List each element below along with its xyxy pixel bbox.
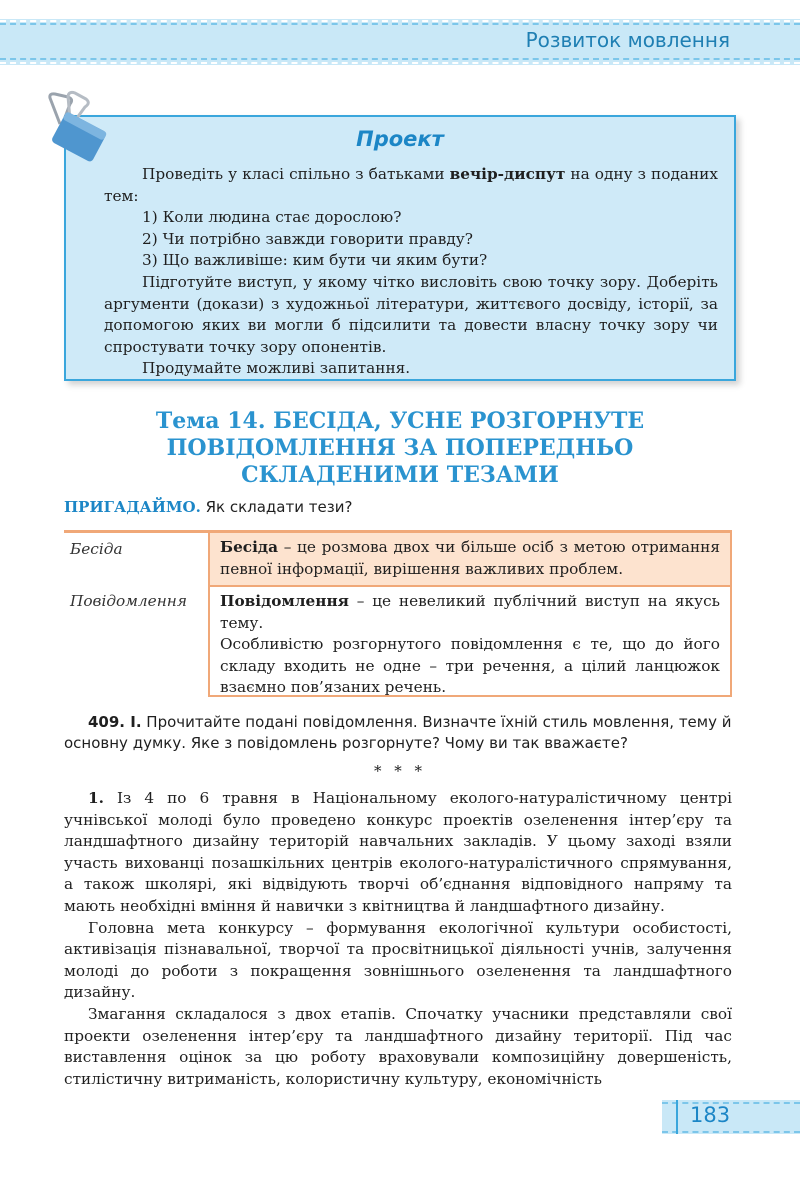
project-questions: Продумайте можливі запитання.	[142, 359, 411, 378]
definition-povidomlennia-text	[220, 591, 720, 634]
header-dash-top	[0, 23, 800, 25]
article-paragraph-1	[64, 788, 732, 918]
project-prepare: Підготуйте виступ, у якому чітко висловіть свою точку зору. Доберіть аргументи (докази) з художньої літератури, життєвого досвіду, історії, за допомогою яких ви могли б підсилити та довести власну точку зору чи спростувати точку зору опонентів.	[104, 272, 718, 356]
topic-line-3: СКЛАДЕНИМИ ТЕЗАМИ	[241, 462, 559, 488]
header-dash-bottom	[0, 58, 800, 60]
project-box	[64, 115, 736, 381]
article-text	[64, 788, 732, 1090]
page-number-bar	[676, 1100, 678, 1134]
definition-besida-bold: Бесіда	[220, 538, 279, 556]
term-povidomlennia: Повідомлення	[70, 592, 188, 610]
project-topic-2: 2) Чи потрібно завжди говорити правду?	[142, 229, 473, 248]
binder-clip-icon	[40, 90, 120, 170]
project-text	[104, 164, 718, 380]
page-number-band	[662, 1100, 800, 1134]
definition-besida-text	[220, 537, 720, 580]
project-intro-bold: вечір-диспут	[449, 165, 566, 183]
page-number-dash-bottom	[662, 1131, 800, 1133]
definition-povidomlennia-extra: Особливістю розгорнутого повідомлення є те, що до його складу входить не одне – три речення, а цілий ланцюжок взаємно пов’язаних речень.	[220, 635, 720, 696]
topic-line-2: ПОВІДОМЛЕННЯ ЗА ПОПЕРЕДНЬО	[166, 435, 634, 461]
definition-povidomlennia-bold: Повідомлення	[220, 592, 349, 610]
article-paragraph-3: Змагання складалося з двох етапів. Спочатку учасники представляли свої проекти озеленення інтер’єру та ландшафтного дизайну території. Під час виставлення оцінок за цю роботу враховували композиційну довершеність, стилістичну витриманість, колористичну культуру, економічність	[64, 1004, 732, 1088]
exercise-409	[64, 712, 732, 754]
exercise-text	[64, 712, 732, 754]
topic-heading	[100, 408, 700, 489]
remember-label: ПРИГАДАЙМО.	[64, 498, 201, 516]
project-intro-text: Проведіть у класі спільно з батьками	[142, 165, 450, 183]
remember-prompt	[64, 498, 352, 516]
project-intro	[104, 164, 718, 207]
remember-question: Як складати тези?	[205, 498, 353, 516]
article-number: 1.	[88, 789, 104, 807]
article-paragraph-2: Головна мета конкурсу – формування екологічної культури особистості, активізація пізнавальної, творчої та просвітницької діяльності учнів, залучення молоді до роботи з покращення зовнішнього озеленення та ландшафтного дизайну.	[64, 918, 732, 1002]
definition-povidomlennia-body: – це невеликий публічний виступ на якусь тему.	[220, 592, 720, 632]
exercise-body: Прочитайте подані повідомлення. Визначте їхній стиль мовлення, тему й основну думку. Яке з повідомлень розгорнуте? Чому ви так вважаєте?	[64, 713, 732, 752]
definition-besida	[208, 533, 732, 585]
section-title: Розвиток мовлення	[525, 28, 730, 52]
exercise-number: 409. І.	[88, 713, 142, 731]
definition-povidomlennia	[208, 585, 732, 697]
separator-stars: * * *	[373, 762, 427, 780]
article-paragraph-1-text: Із 4 по 6 травня в Національному еколого-натуралістичному центрі учнівської молоді було проведено конкурс проектів озеленення інтер’єру та ландшафтного дизайну територій навчальних закладів. У цьому заході взяли участь вихованці позашкільних центрів еколого-натуралістичного спрямування, а також школярі, які відвідують творчі об’єднання відповідного напряму та мають необхідні вміння й навички з квітництва й ландшафтного дизайну.	[64, 789, 732, 915]
page-number: 183	[690, 1103, 731, 1127]
term-besida: Бесіда	[70, 540, 123, 558]
definition-besida-body: – це розмова двох чи більше осіб з метою отримання певної інформації, вирішення важливих проблем.	[220, 538, 720, 578]
project-intro-tail: на одну з поданих тем:	[104, 165, 718, 205]
page-number-dash-top	[662, 1102, 800, 1104]
project-topic-3: 3) Що важливіше: ким бути чи яким бути?	[142, 251, 488, 270]
project-topic-1: 1) Коли людина стає дорослою?	[142, 208, 402, 227]
topic-line-1: Тема 14. БЕСІДА, УСНЕ РОЗГОРНУТЕ	[155, 408, 645, 434]
project-title: Проект	[356, 127, 444, 151]
